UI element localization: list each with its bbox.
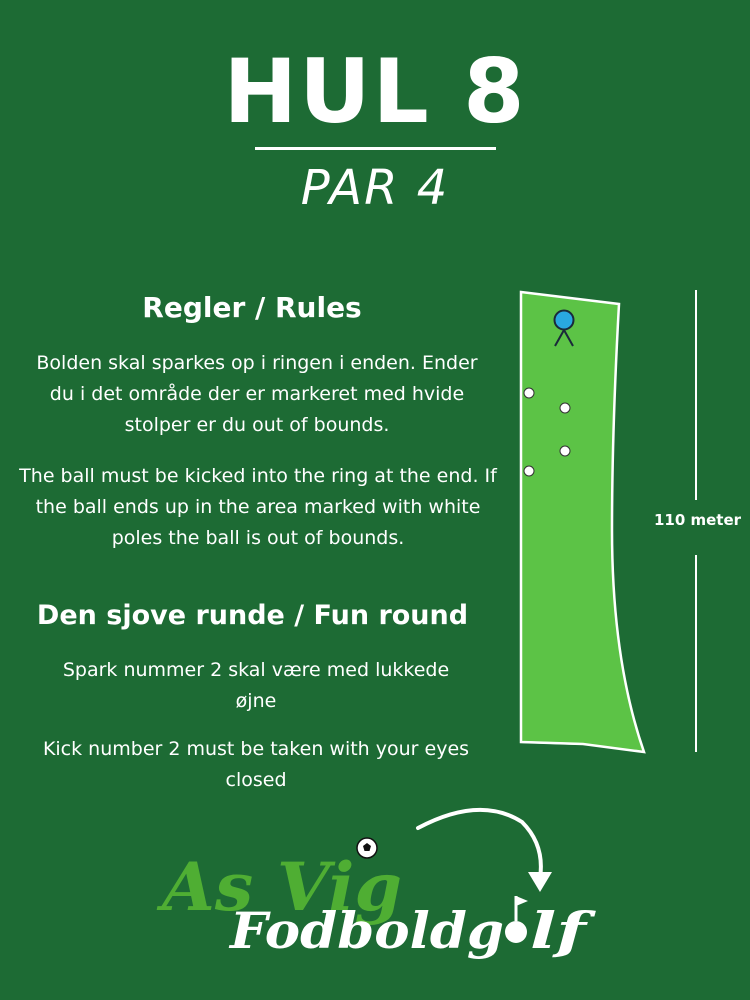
logo-arrow — [418, 810, 541, 878]
rules-text-english: The ball must be kicked into the ring at the end. If the ball ends up in the area marked with white poles the ball is out of bounds. — [19, 465, 497, 549]
out-of-bounds-pole-1 — [524, 388, 534, 398]
rules-text-danish: Bolden skal sparkes op i ringen i enden. Ender du i det område der er markeret med hvide stolper er du out of bounds. — [36, 352, 478, 436]
fun-round-text-english: Kick number 2 must be taken with your eyes closed — [42, 738, 470, 791]
logo-text-lf: lf — [530, 901, 597, 960]
as-vig-fodboldgolf-logo — [150, 800, 610, 970]
fairway — [521, 292, 644, 752]
logo-arrow-head-icon — [528, 872, 552, 892]
rules-heading: Regler / Rules — [142, 291, 362, 324]
out-of-bounds-pole-4 — [524, 466, 534, 476]
out-of-bounds-pole-2 — [560, 403, 570, 413]
golf-ball-icon — [505, 896, 528, 943]
title-divider — [255, 147, 496, 150]
out-of-bounds-pole-3 — [560, 446, 570, 456]
distance-label: 110 meter — [653, 511, 742, 529]
fun-round-text-danish: Spark nummer 2 skal være med lukkede øjne — [62, 659, 450, 712]
par-label: PAR 4 — [300, 160, 450, 216]
hole-title: HUL 8 — [223, 40, 527, 143]
target-ring-icon — [555, 311, 574, 330]
fun-round-heading: Den sjove runde / Fun round — [36, 600, 469, 631]
logo-text-fodboldg: Fodboldg — [227, 901, 504, 960]
logo-text-as-vig: As Vig — [155, 848, 402, 926]
